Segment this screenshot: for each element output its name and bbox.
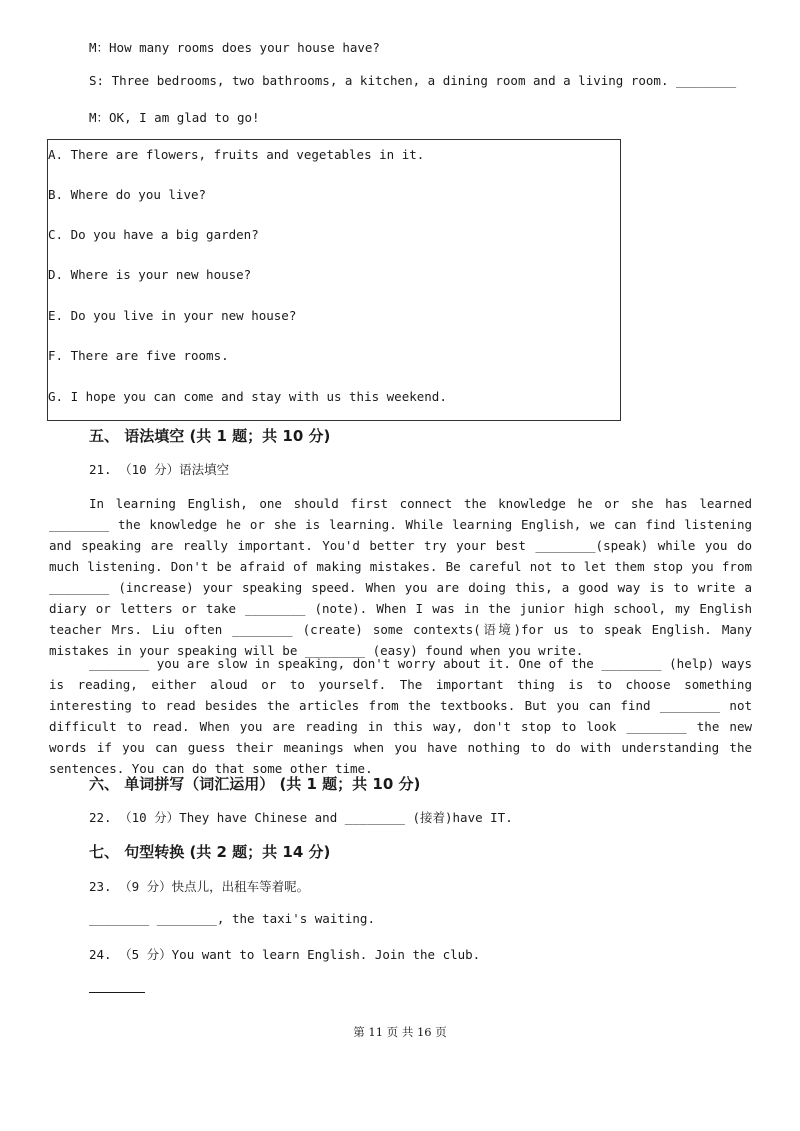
section-5-title: 五、 语法填空 (共 1 题；共 10 分) [89,427,331,445]
dialog-line-m2: M：OK, I am glad to go! [89,110,260,125]
page-footer: 第 11 页 共 16 页 [353,1025,447,1039]
option-f: F. There are five rooms. [48,348,229,363]
question-24: 24. （5 分）You want to learn English. Join the club. [89,947,481,962]
option-e: E. Do you live in your new house? [48,308,297,323]
question-22: 22. （10 分）They have Chinese and ________ (接着)have IT. [89,810,513,825]
section-6-title: 六、 单词拼写（词汇运用） (共 1 题；共 10 分) [89,775,421,793]
answer-blank-24 [89,992,145,993]
option-g: G. I hope you can come and stay with us this weekend. [48,389,447,404]
question-23-answer: ________ ________, the taxi's waiting. [89,911,375,926]
dialog-line-m1: M：How many rooms does your house have? [89,40,380,55]
dialog-line-s: S: Three bedrooms, two bathrooms, a kitchen, a dining room and a living room. ________ [89,73,737,88]
option-c: C. Do you have a big garden? [48,227,259,242]
option-d: D. Where is your new house? [48,267,252,282]
options-box [47,139,621,421]
paragraph-2: ________ you are slow in speaking, don't worry about it. One of the ________ (help) ways is reading, either aloud or to yourself. The important thing is to choose something interesting to read besides the articles from the textbooks. But you can find ________ not difficult to read. When you are reading in this way, don't stop to look ________ the new words if you can guess their meanings when you have nothing to do with understanding the sentences. You can do that some other time. [49,656,752,776]
question-21-header: 21. （10 分）语法填空 [89,462,230,477]
option-b: B. Where do you live? [48,187,207,202]
section-7-title: 七、 句型转换 (共 2 题；共 14 分) [89,843,331,861]
question-23: 23. （9 分）快点儿，出租车等着呢。 [89,879,310,894]
paragraph-1: In learning English, one should first connect the knowledge he or she has learned ________ the knowledge he or she is learning. While learning English, we can find listening and speaking are really important. You'd better try your best ________(speak) while you do much listening. Don't be afraid of making mistakes. Be careful not to let them stop you from ________ (increase) your speaking speed. When you are doing this, a good way is to write a diary or letters or take ________ (note). When I was in the junior high school, my English teacher Mrs. Liu often ________ (create) some contexts(语境)for us to speak English. Many mistakes in your speaking will be ________ (easy) found when you write. [49,496,752,658]
option-a: A. There are flowers, fruits and vegetables in it. [48,147,425,162]
